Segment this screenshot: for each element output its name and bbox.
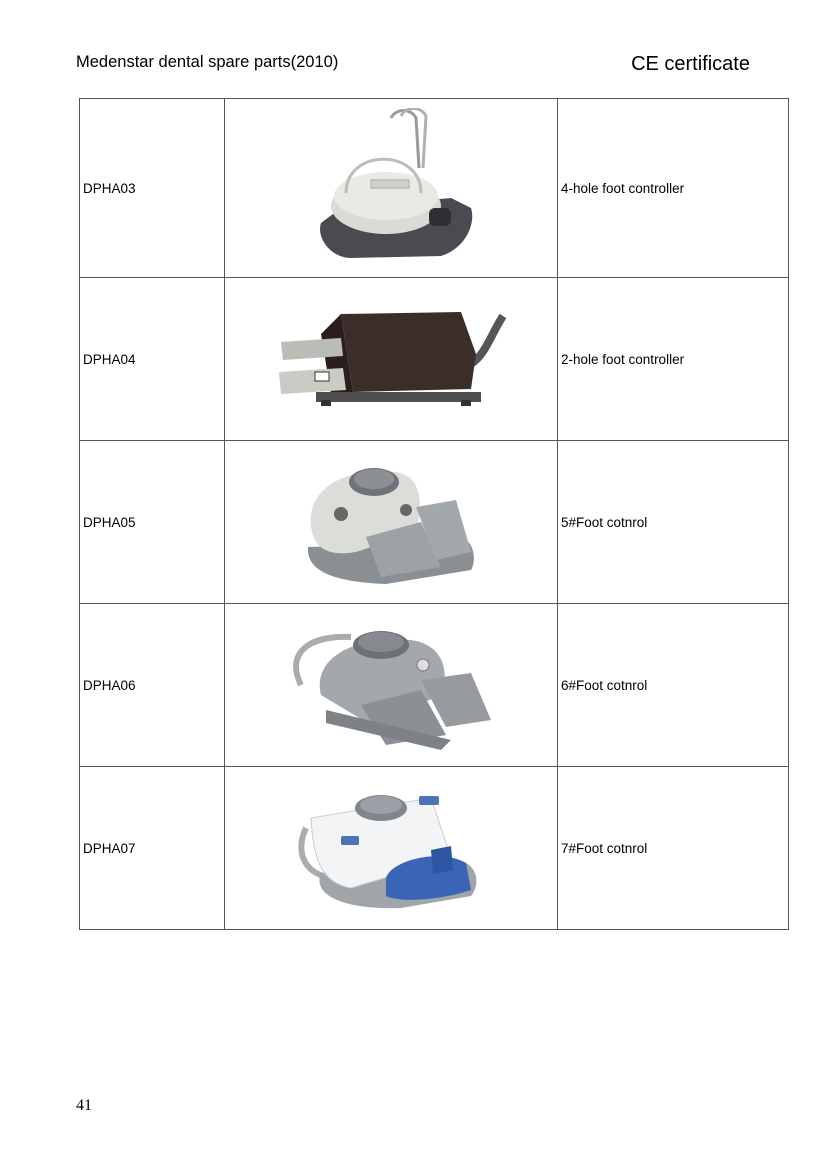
document-title: Medenstar dental spare parts(2010) <box>76 53 339 71</box>
page-number: 41 <box>76 1097 92 1114</box>
product-image <box>225 441 558 604</box>
product-image <box>225 604 558 767</box>
part-description: 2-hole foot controller <box>558 278 789 441</box>
part-code: DPHA07 <box>80 767 225 930</box>
table-row <box>80 99 789 278</box>
part-description: 4-hole foot controller <box>558 99 789 278</box>
foot-controller-4-hole-image <box>301 108 481 268</box>
part-description: 6#Foot cotnrol <box>558 604 789 767</box>
product-image <box>225 99 558 278</box>
parts-table <box>79 98 789 930</box>
part-code: DPHA05 <box>80 441 225 604</box>
part-code: DPHA04 <box>80 278 225 441</box>
product-image <box>225 767 558 930</box>
foot-control-6-image <box>281 615 501 755</box>
foot-controller-2-hole-image <box>271 294 511 424</box>
table-row <box>80 767 789 930</box>
certificate-label: CE certificate <box>631 53 750 75</box>
table-row <box>80 604 789 767</box>
part-description: 5#Foot cotnrol <box>558 441 789 604</box>
table-row <box>80 278 789 441</box>
product-image <box>225 278 558 441</box>
part-code: DPHA03 <box>80 99 225 278</box>
foot-control-7-image <box>291 778 491 918</box>
part-code: DPHA06 <box>80 604 225 767</box>
foot-control-5-image <box>296 452 486 592</box>
part-description: 7#Foot cotnrol <box>558 767 789 930</box>
table-row <box>80 441 789 604</box>
